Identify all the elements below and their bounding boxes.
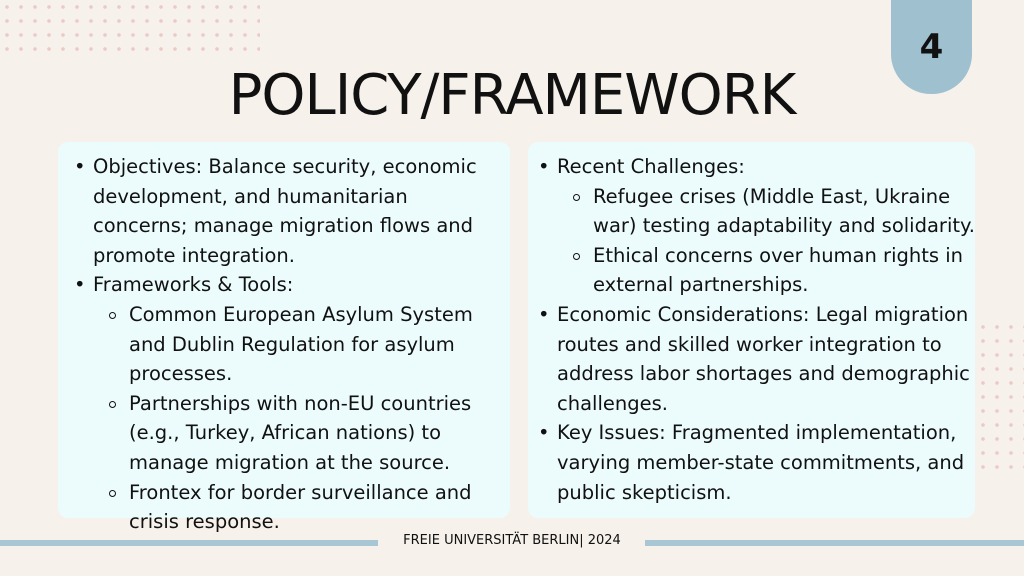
right-bullet-list <box>536 152 976 507</box>
slide-number: 4 <box>919 27 944 67</box>
slide-title: POLICY/FRAMEWORK <box>228 63 796 128</box>
footer-text: FREIE UNIVERSITÄT BERLIN| 2024 <box>403 533 621 548</box>
bullet-challenges <box>536 152 976 300</box>
sub-bullet-partnerships: Partnerships with non-EU countries (e.g., Turkey, African nations) to manage migration at the source. <box>93 389 492 478</box>
sub-bullet-ethical-concerns: Ethical concerns over human rights in external partnerships. <box>557 241 976 300</box>
left-bullet-list <box>72 152 492 537</box>
decorative-dots-top-left <box>0 0 260 60</box>
sub-bullet-ceas: Common European Asylum System and Dublin Regulation for asylum processes. <box>93 300 492 389</box>
bullet-frameworks <box>72 270 492 536</box>
decorative-dots-right <box>976 320 1024 470</box>
bullet-challenges-heading: Recent Challenges: <box>557 155 745 178</box>
bullet-key-issues: • Key Issues: Fragmented implementation, varying member-state commitments, and public skepticism. <box>536 418 976 507</box>
bullet-frameworks-heading: Frameworks & Tools: <box>93 273 294 297</box>
bullet-objectives: • Objectives: Balance security, economic development, and humanitarian concerns; manage migration flows and promote integration. <box>72 152 492 270</box>
sub-bullet-refugee-crises: Refugee crises (Middle East, Ukraine war) testing adaptability and solidarity. <box>557 182 976 241</box>
sub-bullet-frontex: Frontex for border surveillance and crisis response. <box>93 478 492 537</box>
bullet-economic: • Economic Considerations: Legal migration routes and skilled worker integration to address labor shortages and demographic challenges. <box>536 300 976 418</box>
